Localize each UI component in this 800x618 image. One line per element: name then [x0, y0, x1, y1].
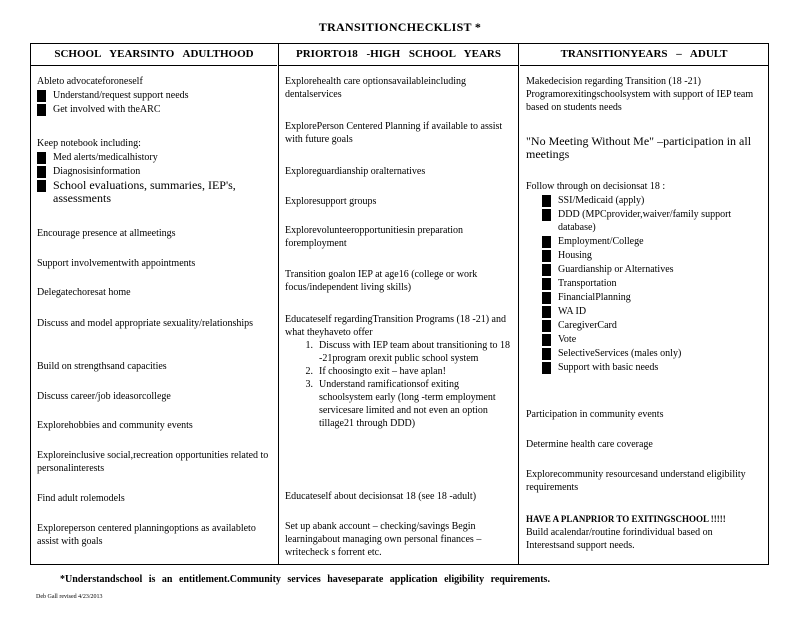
checkbox-square-icon [37, 166, 46, 178]
list-item: Encourage presence at allmeetings [37, 228, 176, 239]
list-item: Build on strengthsand capacities [37, 361, 167, 372]
plan-heading: HAVE A PLANPRIOR TO EXITINGSCHOOL !!!!! [526, 514, 726, 524]
checklist-subitem: Guardianship or Alternatives [542, 263, 763, 276]
list-item: Discuss and model appropriate sexuality/relationships [37, 318, 254, 329]
column-header: SCHOOL YEARSINTO ADULTHOOD [31, 44, 277, 66]
list-item: Exploreguardianship oralternatives [285, 166, 426, 177]
footnote: *Understandschool is an entitlement.Community services haveseparate application eligibility requirements. [60, 574, 550, 585]
checklist-subitem: SelectiveServices (males only) [542, 347, 763, 360]
checkbox-square-icon [542, 236, 551, 248]
list-item: Delegatechoresat home [37, 287, 131, 298]
list-item: Explorecommunity resourcesand understand eligibility requirements [526, 469, 746, 493]
checkbox-square-icon [37, 104, 46, 116]
checkbox-square-icon [37, 180, 46, 192]
list-item: Educateself regardingTransition Programs (18 -21) and what theyhaveto offer 1. Discuss with IEP team about transitioning to 18 -21program orexit public school system 2. If choosingto exit – have aplan! 3. Understand ramificationsof exiting schoolsystem early (long -term employment servicesare limited and not even an option tillage21 through DDD) [285, 313, 513, 430]
list-item: Support involvementwith appointments [37, 258, 196, 269]
revision-note: Deb Gall revised 4/23/2013 [36, 594, 103, 600]
column-school-years [31, 44, 277, 564]
checkbox-square-icon [542, 320, 551, 332]
checklist-subitem: FinancialPlanning [542, 291, 763, 304]
checkbox-square-icon [542, 195, 551, 207]
list-item: Exploresupport groups [285, 196, 377, 207]
list-item: Find adult rolemodels [37, 493, 125, 504]
column-prior-to-18 [278, 44, 519, 564]
list-item: Ableto advocateforoneself Understand/request support needs Get involved with theARC [37, 75, 272, 116]
list-item: Set up abank account – checking/savings Begin learningabout managing own personal finances – writecheck s forrent etc. [285, 521, 482, 558]
column-header: PRIORTO18 -HIGH SCHOOL YEARS [279, 44, 518, 66]
checklist-subitem: Med alerts/medicalhistory [37, 151, 272, 164]
list-item: Follow through on decisionsat 18 : SSI/Medicaid (apply) DDD (MPCprovider,waiver/family support database) Employment/College Housing Guardianship or Alternatives Transportation FinancialPlanning WA ID CaregiverCard Vote SelectiveServices (males only) Support with basic needs [526, 180, 763, 374]
list-item: ExplorePerson Centered Planning if available to assist with future goals [285, 121, 503, 145]
list-item: Explorevolunteeropportunitiesin preparation foremployment [285, 225, 464, 249]
checkbox-square-icon [37, 90, 46, 102]
numbered-list-item: 3. Understand ramificationsof exiting schoolsystem early (long -term employment servicesare limited and not even an option tillage21 through DDD) [305, 379, 496, 429]
checklist-subitem: DDD (MPCprovider,waiver/family support database) [542, 208, 763, 234]
list-item: Participation in community events [526, 409, 664, 420]
checkbox-square-icon [542, 306, 551, 318]
column-transition-years [520, 44, 768, 564]
numbered-list [285, 339, 513, 430]
checklist-subitem: Get involved with theARC [37, 103, 272, 116]
checklist-subitem: Housing [542, 249, 763, 262]
checkbox-square-icon [542, 292, 551, 304]
checkbox-square-icon [542, 250, 551, 262]
list-item: Determine health care coverage [526, 439, 653, 450]
numbered-list-item: 2. If choosingto exit – have aplan! [305, 366, 446, 377]
page-title: TRANSITIONCHECKLIST * [318, 20, 482, 34]
checkbox-square-icon [542, 209, 551, 221]
column-header: TRANSITIONYEARS – ADULT [520, 44, 768, 66]
checkbox-square-icon [542, 278, 551, 290]
checklist-subitem: Support with basic needs [542, 361, 763, 374]
checkbox-square-icon [542, 264, 551, 276]
checkbox-square-icon [37, 152, 46, 164]
list-item: Exploreperson centered planningoptions as availableto assist with goals [37, 523, 256, 547]
list-item: Explorehealth care optionsavailableincluding dentalservices [285, 76, 467, 100]
numbered-list-item: 1. Discuss with IEP team about transitioning to 18 -21program orexit public school system [305, 340, 511, 364]
checklist-subitem: School evaluations, summaries, IEP's, assessments [37, 179, 272, 205]
list-item: "No Meeting Without Me" –participation in all meetings [526, 134, 752, 161]
checklist-subitem: Transportation [542, 277, 763, 290]
checklist-subitem: SSI/Medicaid (apply) [542, 194, 763, 207]
checkbox-square-icon [542, 348, 551, 360]
list-item: Exploreinclusive social,recreation opportunities related to personalinterests [37, 450, 269, 474]
list-item: Keep notebook including: Med alerts/medicalhistory Diagnosisinformation School evaluations, summaries, IEP's, assessments [37, 137, 272, 205]
list-item: Discuss career/job ideasorcollege [37, 391, 171, 402]
checklist-subitem: CaregiverCard [542, 319, 763, 332]
checklist-subitem: WA ID [542, 305, 763, 318]
checklist-subitem: Vote [542, 333, 763, 346]
checklist-subitem: Understand/request support needs [37, 89, 272, 102]
checklist-subitem: Diagnosisinformation [37, 165, 272, 178]
list-item: Explorehobbies and community events [37, 420, 193, 431]
list-item: Educateself about decisionsat 18 (see 18 -adult) [285, 491, 477, 502]
checkbox-square-icon [542, 334, 551, 346]
list-item: Makedecision regarding Transition (18 -21) Programorexitingschoolsystem with support of IEP team based on students needs [526, 76, 754, 113]
checklist-subitem: Employment/College [542, 235, 763, 248]
checkbox-square-icon [542, 362, 551, 374]
checklist-table [30, 43, 769, 565]
list-item: HAVE A PLANPRIOR TO EXITINGSCHOOL !!!!! Build acalendar/routine forindividual based on Interestsand support needs. [526, 513, 763, 552]
list-item: Transition goalon IEP at age16 (college or work focus/independent living skills) [285, 269, 478, 293]
